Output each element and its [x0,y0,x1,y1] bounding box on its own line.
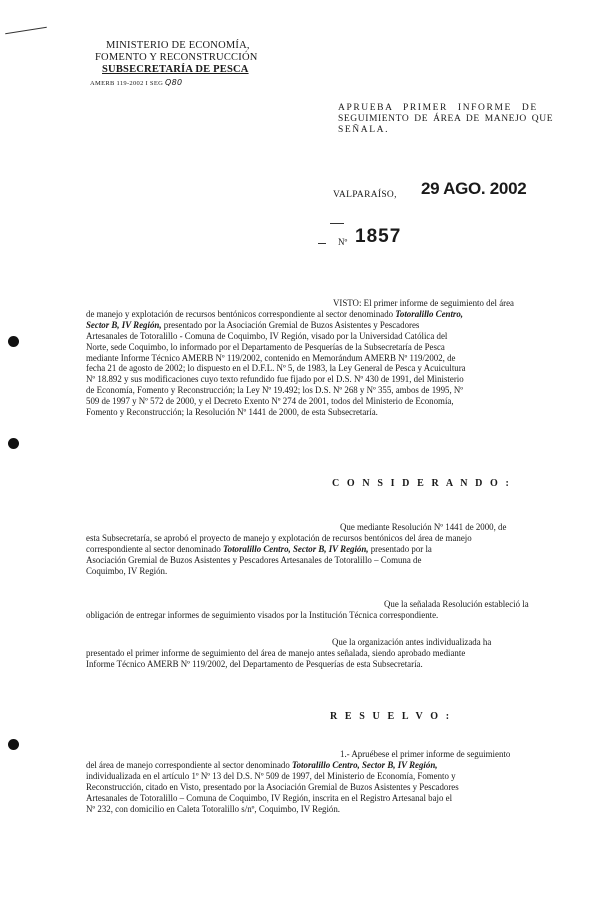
punch-hole [8,336,19,347]
visto-text: de manejo y explotación de recursos bentónicos correspondiente al sector denominado [86,308,394,319]
visto-line: VISTO: El primer informe de seguimiento del área [333,298,514,308]
punch-hole [8,739,19,750]
resuelvo-paragraph-1 [86,749,576,814]
date-stamp: 29 AGO. 2002 [421,179,527,198]
considerando-paragraph-3 [86,637,576,670]
paragraph-line: presentado el primer informe de seguimiento del área de manejo antes señalada, siendo aprobado mediante [86,647,466,658]
paragraph-text: presentado por la [370,543,432,554]
resuelvo-heading: R E S U E L V O : [330,711,452,722]
punch-hole [8,438,19,449]
visto-text: presentado por la Asociación Gremial de Buzos Asistentes y Pescadores [163,319,420,330]
subject-line: APRUEBA PRIMER INFORME DE [338,103,538,113]
sector-name: Totoralillo Centro, [395,308,464,319]
considerando-heading: C O N S I D E R A N D O : [332,478,512,489]
ministry-name-cont: FOMENTO Y RECONSTRUCCIÓN [95,52,258,63]
paragraph-line: esta Subsecretaría, se aprobó el proyecto de manejo y explotación de recursos bentónicos del área de manejo [86,532,472,543]
reference-code [90,78,182,87]
sector-name: Totoralillo Centro, Sector B, IV Región, [292,759,438,770]
paragraph-line: Artesanales de Totoralillo – Comuna de Coquimbo, IV Región, inscrita en el Registro Artesanal bajo el [86,792,453,803]
sector-name-cont: Sector B, IV Región, [86,319,162,330]
paragraph-line: Coquimbo, IV Región. [86,565,168,576]
paragraph-line [86,544,576,555]
visto-paragraph [86,298,576,418]
paragraph-text: correspondiente al sector denominado [86,543,221,554]
paragraph-line: Reconstrucción, citado en Visto, presentado por la Asociación Gremial de Buzos Asistentes y Pescadores [86,781,459,792]
reference-code-text: AMERB 119-2002 I SEG [90,80,164,87]
paragraph-line: individualizada en el artículo 1º Nº 13 del D.S. Nº 509 de 1997, del Ministerio de Economía, Fomento y [86,770,456,781]
visto-line: Norte, sede Coquimbo, lo informado por el Departamento de Pesquerías de la Subsecretaría de Pesca [86,341,445,352]
resolution-number: 1857 [355,226,402,247]
paragraph-text: del área de manejo correspondiente al sector denominado [86,759,290,770]
letterhead [94,40,294,76]
paragraph-line: Nº 232, con domicilio en Caleta Totoralillo s/nº, Coquimbo, IV Región. [86,803,341,814]
subsecretariat-name: SUBSECRETARÍA DE PESCA [102,64,249,75]
visto-line [86,320,576,331]
reference-handwritten: Q80 [165,78,183,87]
scan-mark [318,243,326,244]
visto-line: Nº 18.892 y sus modificaciones cuyo texto refundido fue fijado por el D.S. Nº 430 de 1991, del Ministerio [86,374,464,385]
visto-line [86,309,576,320]
visto-line: 509 de 1997 y Nº 572 de 2000, y el Decreto Exento Nº 274 de 2001, todos del Ministerio de Economía, [86,396,454,407]
visto-line: de Economía, Fomento y Reconstrucción; la Ley Nº 19.492; los D.S. Nº 268 y Nº 355, ambos de 1995, Nº [86,385,464,396]
scan-mark [330,223,344,224]
paragraph-line: Informe Técnico AMERB Nº 119/2002, del Departamento de Pesquerías de esta Subsecretaría. [86,658,423,669]
scan-mark [5,27,47,35]
considerando-paragraph-2 [86,599,576,621]
ministry-name: MINISTERIO DE ECONOMÍA, [106,40,250,51]
place-label: VALPARAÍSO, [333,190,397,200]
subject-line: SEGUIMIENTO DE ÁREA DE MANEJO QUE [338,114,554,124]
visto-line: Artesanales de Totoralillo - Comuna de Coquimbo, IV Región, visado por la Universidad Católica del [86,330,448,341]
sector-name: Totoralillo Centro, Sector B, IV Región, [223,543,369,554]
visto-line: Fomento y Reconstrucción; la Resolución Nº 1441 de 2000, de esta Subsecretaría. [86,407,378,418]
paragraph-line: Asociación Gremial de Buzos Asistentes y Pescadores Artesanales de Totoralillo – Comuna de [86,554,422,565]
paragraph-line: Que la organización antes individualizada ha [332,637,492,647]
subject-block [338,103,558,136]
paragraph-line: 1.- Apruébese el primer informe de seguimiento [340,749,511,759]
resolution-number-label: Nº [338,237,348,247]
visto-line: mediante Informe Técnico AMERB Nº 119/2002, contenido en Memorándum AMERB Nº 119/2002, de [86,352,456,363]
paragraph-line: Que la señalada Resolución estableció la [384,599,529,609]
paragraph-line [86,760,576,771]
paragraph-line: Que mediante Resolución Nº 1441 de 2000, de [340,522,507,532]
visto-line: fecha 21 de agosto de 2002; lo dispuesto en el D.F.L. Nº 5, de 1983, la Ley General de Pesca y Acuicultura [86,363,466,374]
paragraph-line: obligación de entregar informes de seguimiento visados por la Institución Técnica correspondiente. [86,609,439,620]
subject-line: SEÑALA. [338,125,390,135]
considerando-paragraph-1 [86,522,576,577]
